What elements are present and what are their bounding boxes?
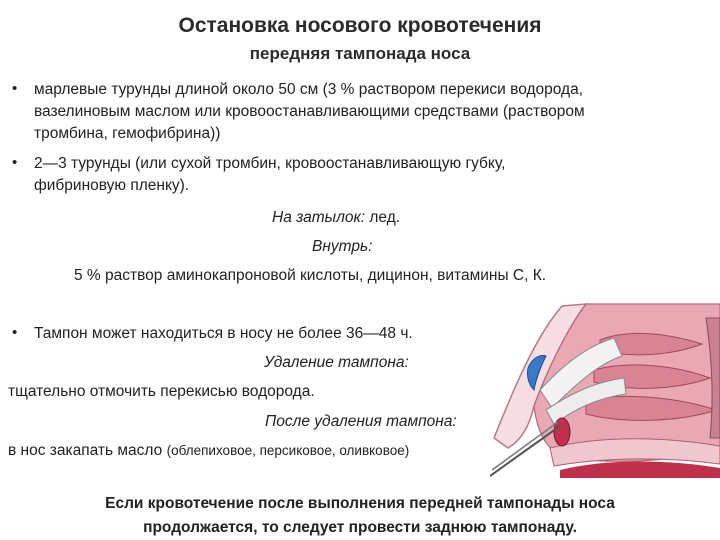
removal-value: тщательно отмочить перекисью водорода. [8, 383, 315, 400]
footer-line-2: продолжается, то следует провести заднюю тампонаду. [143, 519, 577, 536]
after-removal-label: После удаления тампона: [265, 413, 457, 430]
nape-label: На затылок: [272, 209, 366, 226]
after-removal-prefix: в нос закапать масло [8, 442, 163, 459]
bullet-2-line-1: 2—3 турунды (или сухой тромбин, кровоостанавливающую губку, [34, 155, 506, 172]
slide-title: Остановка носового кровотечения [178, 14, 542, 37]
nape-instruction [272, 207, 400, 229]
slide-subtitle: передняя тампонада носа [249, 44, 471, 63]
bullet-marker: • [12, 154, 18, 171]
bullet-marker: • [12, 324, 18, 341]
bullet-marker: • [12, 80, 18, 97]
bullet-1-line-2: вазелиновым маслом или кровоостанавливающими средствами (раствором [34, 103, 585, 120]
inside-value: 5 % раствор аминокапроновой кислоты, дицинон, витамины С, К. [74, 267, 547, 284]
bullet-3-text: Тампон может находиться в носу не более 36—48 ч. [34, 325, 413, 342]
bullet-1-line-1: марлевые турунды длиной около 50 см (3 % раствором перекиси водорода, [34, 81, 584, 98]
bullet-1-line-3: тромбина, гемофибрина)) [34, 125, 221, 142]
nape-value: лед. [369, 209, 401, 226]
removal-label: Удаление тампона: [264, 354, 409, 371]
nasal-anatomy-illustration [490, 298, 720, 478]
footer-line-1: Если кровотечение после выполнения передней тампонады носа [105, 495, 615, 512]
after-removal-options: (облепиховое, персиковое, оливковое) [166, 443, 410, 458]
bullet-2-line-2: фибриновую пленку). [34, 177, 190, 194]
inside-label: Внутрь: [312, 238, 373, 255]
after-removal-instruction [8, 440, 409, 462]
